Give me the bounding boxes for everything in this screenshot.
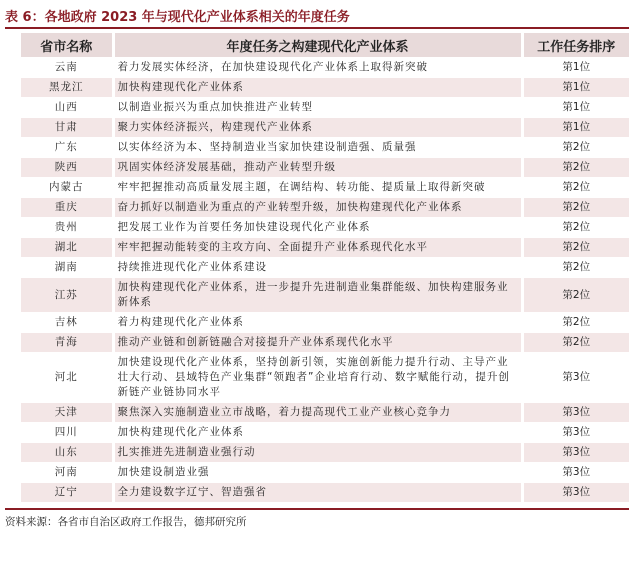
source-note: 资料来源：各省市自治区政府工作报告，德邦研究所 (5, 516, 247, 528)
province-cell: 陕西 (21, 158, 113, 178)
rank-cell: 第2位 (522, 258, 629, 278)
task-cell: 巩固实体经济发展基础，推动产业转型升级 (113, 158, 522, 178)
province-cell: 河南 (21, 463, 113, 483)
table-row (21, 463, 629, 483)
province-cell: 重庆 (21, 198, 113, 218)
rank-cell: 第2位 (522, 313, 629, 333)
rank-cell: 第2位 (522, 178, 629, 198)
table-row (21, 218, 629, 238)
rank-cell: 第3位 (522, 483, 629, 503)
rank-cell: 第1位 (522, 78, 629, 98)
task-cell: 牢牢把握推动高质量发展主题，在调结构、转功能、提质量上取得新突破 (113, 178, 522, 198)
table-row (21, 278, 629, 313)
province-cell: 黑龙江 (21, 78, 113, 98)
task-cell: 把发展工业作为首要任务加快建设现代化产业体系 (113, 218, 522, 238)
rank-cell: 第3位 (522, 423, 629, 443)
rank-cell: 第3位 (522, 353, 629, 403)
table-row (21, 423, 629, 443)
rank-cell: 第2位 (522, 238, 629, 258)
table-row (21, 353, 629, 403)
rank-cell: 第2位 (522, 138, 629, 158)
province-cell: 山东 (21, 443, 113, 463)
table-row (21, 403, 629, 423)
rank-cell: 第1位 (522, 98, 629, 118)
table-row (21, 333, 629, 353)
task-cell: 持续推进现代化产业体系建设 (113, 258, 522, 278)
task-cell: 加快构建现代化产业体系，进一步提升先进制造业集群能级、加快构建服务业新体系 (113, 278, 522, 313)
province-cell: 湖南 (21, 258, 113, 278)
table-row (21, 118, 629, 138)
table-row (21, 78, 629, 98)
task-cell: 牢牢把握动能转变的主攻方向、全面提升产业体系现代化水平 (113, 238, 522, 258)
task-table (21, 33, 629, 503)
table-row (21, 313, 629, 333)
province-cell: 内蒙古 (21, 178, 113, 198)
province-cell: 青海 (21, 333, 113, 353)
rank-cell: 第2位 (522, 158, 629, 178)
table-header-row (21, 33, 629, 58)
province-cell: 河北 (21, 353, 113, 403)
province-cell: 广东 (21, 138, 113, 158)
rank-cell: 第1位 (522, 58, 629, 78)
table-row (21, 258, 629, 278)
province-cell: 山西 (21, 98, 113, 118)
task-cell: 以实体经济为本、坚持制造业当家加快建设制造强、质量强 (113, 138, 522, 158)
task-cell: 推动产业链和创新链融合对接提升产业体系现代化水平 (113, 333, 522, 353)
task-cell: 加快构建现代化产业体系 (113, 78, 522, 98)
rank-cell: 第1位 (522, 118, 629, 138)
province-cell: 甘肃 (21, 118, 113, 138)
task-cell: 加快建设制造业强 (113, 463, 522, 483)
table-row (21, 483, 629, 503)
province-cell: 江苏 (21, 278, 113, 313)
province-cell: 云南 (21, 58, 113, 78)
rank-cell: 第3位 (522, 403, 629, 423)
table-row (21, 238, 629, 258)
rank-cell: 第3位 (522, 463, 629, 483)
column-header-rank: 工作任务排序 (522, 33, 629, 58)
table-row (21, 198, 629, 218)
table-title: 表 6：各地政府 2023 年与现代化产业体系相关的年度任务 (5, 10, 350, 25)
rank-cell: 第3位 (522, 443, 629, 463)
table-row (21, 58, 629, 78)
province-cell: 湖北 (21, 238, 113, 258)
bottom-divider (5, 508, 629, 510)
task-cell: 加快建设现代化产业体系，坚持创新引领，实施创新能力提升行动、主导产业壮大行动、县域特色产业集群“领跑者”企业培育行动、数字赋能行动，提升创新链产业链协同水平 (113, 353, 522, 403)
province-cell: 四川 (21, 423, 113, 443)
column-header-province: 省市名称 (21, 33, 113, 58)
task-cell: 着力构建现代化产业体系 (113, 313, 522, 333)
column-header-task: 年度任务之构建现代化产业体系 (113, 33, 522, 58)
province-cell: 贵州 (21, 218, 113, 238)
table-row (21, 158, 629, 178)
province-cell: 辽宁 (21, 483, 113, 503)
table-row (21, 138, 629, 158)
task-cell: 以制造业振兴为重点加快推进产业转型 (113, 98, 522, 118)
rank-cell: 第2位 (522, 218, 629, 238)
task-cell: 聚力实体经济振兴，构建现代产业体系 (113, 118, 522, 138)
table-row (21, 178, 629, 198)
task-cell: 加快构建现代化产业体系 (113, 423, 522, 443)
task-cell: 奋力抓好以制造业为重点的产业转型升级，加快构建现代化产业体系 (113, 198, 522, 218)
rank-cell: 第2位 (522, 198, 629, 218)
table-row (21, 443, 629, 463)
title-divider (5, 27, 629, 29)
task-cell: 着力发展实体经济，在加快建设现代化产业体系上取得新突破 (113, 58, 522, 78)
task-cell: 聚焦深入实施制造业立市战略，着力提高现代工业产业核心竞争力 (113, 403, 522, 423)
rank-cell: 第2位 (522, 333, 629, 353)
province-cell: 吉林 (21, 313, 113, 333)
table-row (21, 98, 629, 118)
rank-cell: 第2位 (522, 278, 629, 313)
task-cell: 扎实推进先进制造业强行动 (113, 443, 522, 463)
table-body (21, 58, 629, 503)
task-cell: 全力建设数字辽宁、智造强省 (113, 483, 522, 503)
province-cell: 天津 (21, 403, 113, 423)
